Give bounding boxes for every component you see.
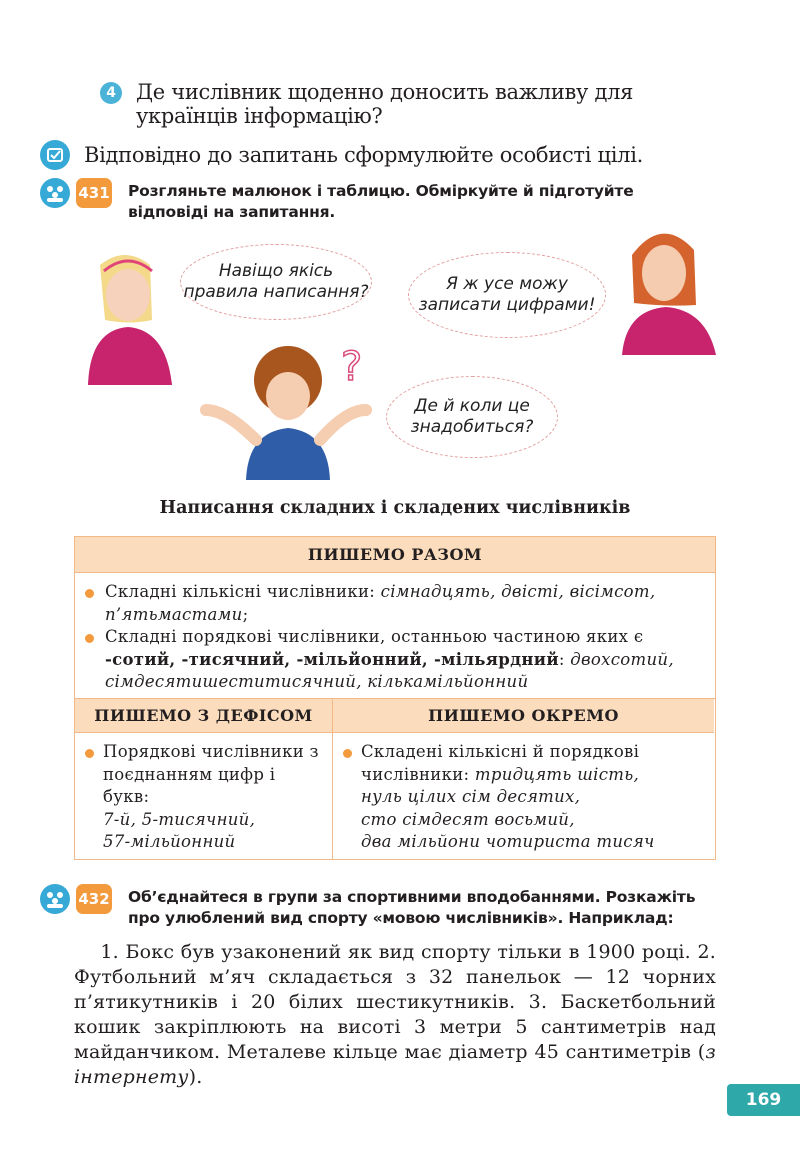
speech-bubble-1: Навіщо якісь правила написання?	[180, 244, 372, 320]
write-together-cell	[75, 573, 715, 699]
table-title: Написання складних і складених числівників	[159, 498, 631, 518]
group-work-icon	[40, 884, 70, 914]
page-number: 169	[727, 1084, 800, 1116]
header-write-hyphen: ПИШЕМО З ДЕФІСОМ	[75, 699, 333, 733]
goal-icon	[40, 140, 70, 170]
question-number-badge: 4	[100, 82, 122, 104]
header-write-together: ПИШЕМО РАЗОМ	[75, 537, 715, 573]
spelling-rules-table	[74, 536, 716, 860]
goal-text: Відповідно до запитань сформулюйте особисті цілі.	[84, 143, 643, 167]
exercise-431-text: Розгляньте малюнок і таблицю. Обміркуйте й підготуйте відповіді на запитання.	[128, 182, 634, 221]
speech-bubble-3: Де й коли це знадобиться?	[386, 376, 558, 458]
speech-bubble-2: Я ж усе можу записати цифрами!	[408, 252, 606, 338]
question-4	[100, 80, 740, 128]
hyphen-example: 7-й, 5-тисячний,	[103, 809, 256, 829]
rule-separate: Складені кількісні й порядкові числівники: тридцять шість,	[361, 741, 706, 786]
exercise-432-text: Об’єднайтеся в групи за спортивними вподобаннями. Розкажіть про улюблений вид спорту «мовою числівників». Наприклад:	[128, 888, 696, 927]
woman-right-illustration	[612, 215, 722, 355]
group-work-icon	[40, 178, 70, 208]
exercise-number-badge: 432	[76, 884, 112, 914]
exercise-432-body: 1. Бокс був узаконений як вид спорту тільки в 1900 році. 2. Футбольний м’яч складається з 32 панельок — 12 чорних п’ятикутників і 20 білих шестикутників. 3. Баскетбольний кошик закріплюють на висоті 3 метри 5 сантиметрів над майданчиком. Металеве кільце має діаметр 45 сантиметрів (з інтернету).	[74, 941, 716, 1088]
rule-hyphen: Порядкові числівники з поєднанням цифр і букв:	[103, 741, 324, 809]
separate-example: сто сімдесят восьмий,	[361, 809, 575, 829]
write-hyphen-cell	[75, 733, 333, 859]
question-text: Де числівник щоденно доносить важливу для українців інформацію?	[136, 80, 634, 128]
rule-compound-ordinal: Складні порядкові числівники, останньою частиною яких є -сотий, -тисячний, -мільйонний, -мільярдний: двохсотий, сімдесятишеститисячний, кількамільйонний	[105, 626, 707, 694]
exercise-number-badge: 431	[76, 178, 112, 208]
rule-compound-cardinal: Складні кількісні числівники: сімнадцять, двісті, вісімсот, п’ятьмастами;	[105, 581, 707, 626]
separate-example: нуль цілих сім десятих,	[361, 787, 581, 806]
boy-center-illustration	[196, 340, 376, 480]
svg-text:?: ?	[341, 344, 363, 390]
write-separately-cell	[333, 733, 714, 859]
separate-example: два мільйони чотириста тисяч	[361, 832, 655, 851]
girl-left-illustration	[80, 245, 180, 385]
header-write-separately: ПИШЕМО ОКРЕМО	[333, 699, 714, 733]
hyphen-example: 57-мільйонний	[103, 832, 236, 851]
